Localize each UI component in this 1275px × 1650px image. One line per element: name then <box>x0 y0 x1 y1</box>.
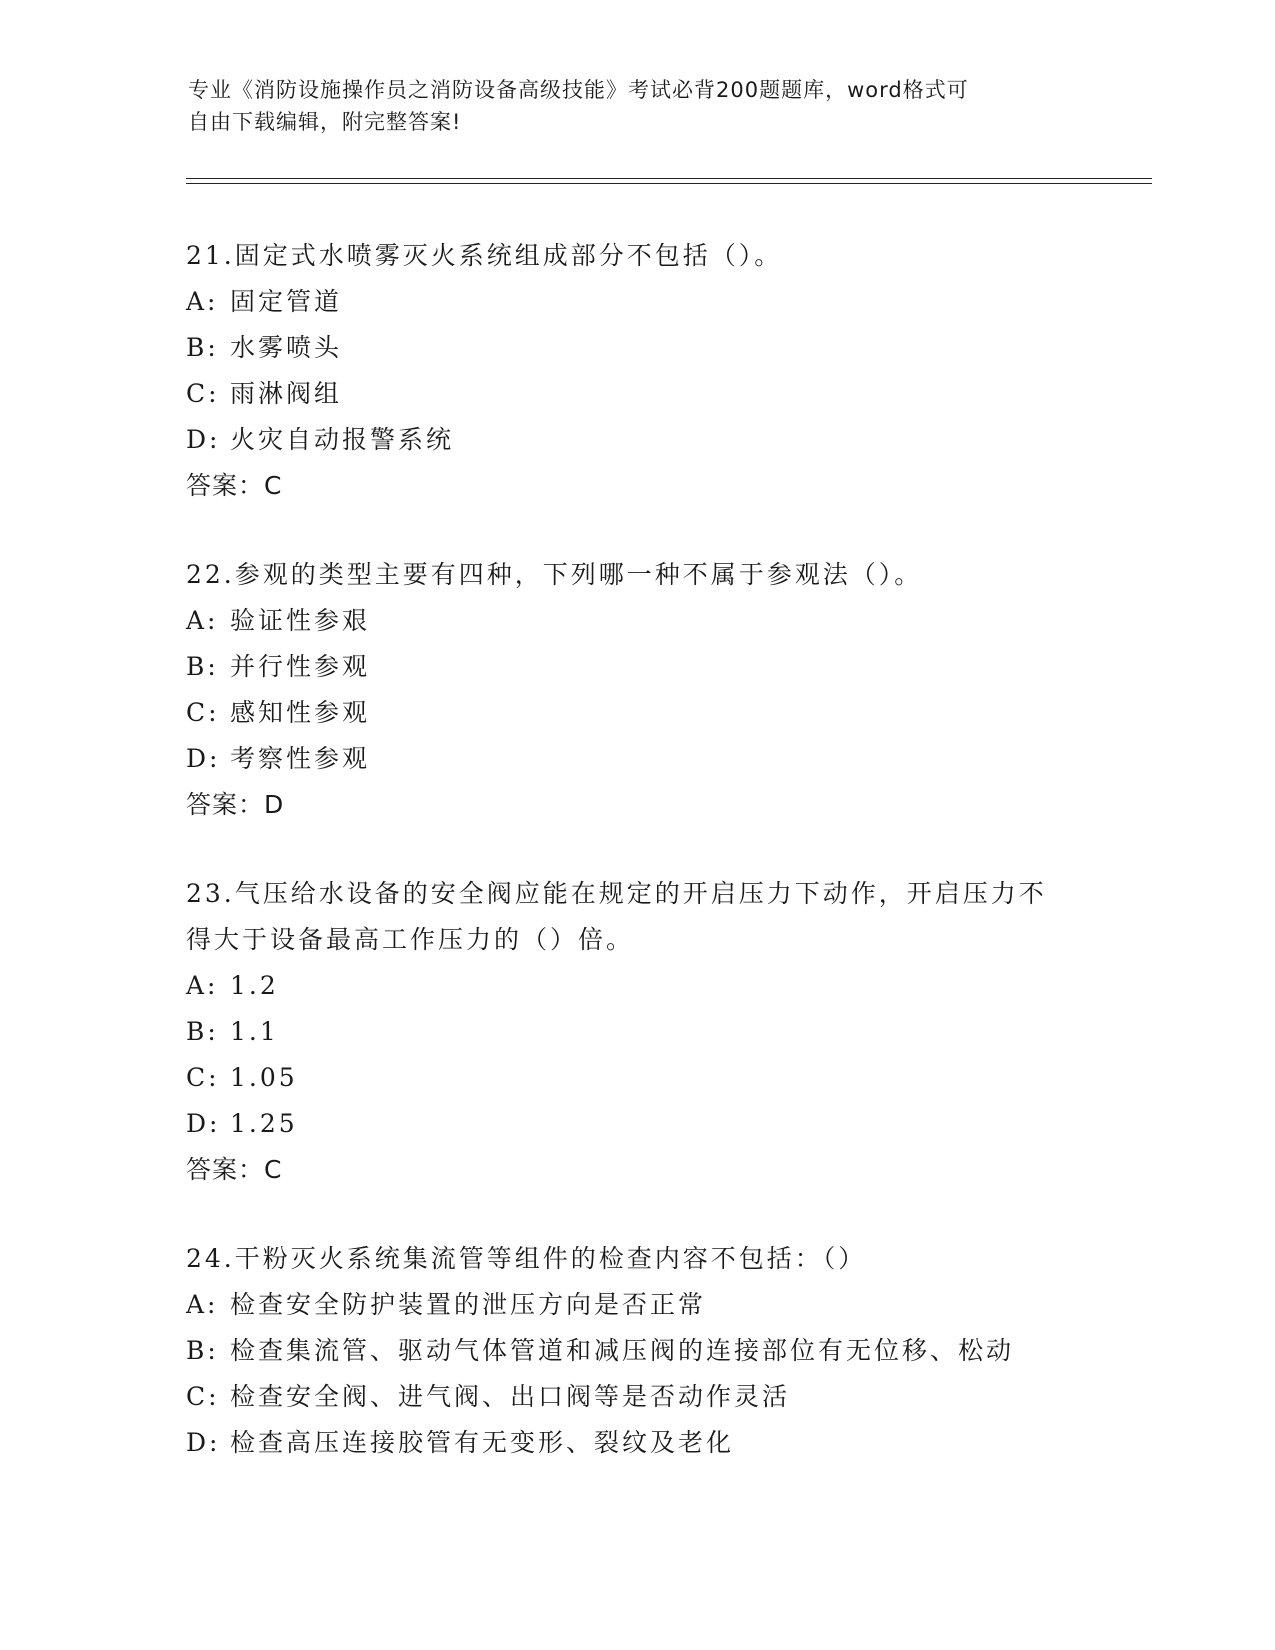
option-text: 1.2 <box>230 971 279 1000</box>
question-23 <box>186 871 1106 1193</box>
option-key: B: <box>186 652 219 681</box>
option-key: D: <box>186 1109 221 1138</box>
option-d <box>186 1420 1106 1466</box>
option-key: C: <box>186 379 220 408</box>
option-key: D: <box>186 1428 221 1457</box>
question-22 <box>186 552 1106 828</box>
answer-line: 答案：C <box>186 471 283 500</box>
option-text: 水雾喷头 <box>230 333 343 362</box>
option-c <box>186 1055 1106 1101</box>
option-key: D: <box>186 744 221 773</box>
option-text: 1.1 <box>230 1017 279 1046</box>
option-text: 并行性参观 <box>230 652 371 681</box>
option-key: B: <box>186 333 219 362</box>
header-line-1: 专业《消防设施操作员之消防设备高级技能》考试必背200题题库，word格式可 <box>188 78 969 102</box>
option-key: C: <box>186 1063 220 1092</box>
header-line-2: 自由下载编辑，附完整答案! <box>188 110 462 134</box>
option-key: B: <box>186 1336 219 1365</box>
option-key: A: <box>186 287 219 316</box>
option-key: C: <box>186 698 220 727</box>
option-b <box>186 1328 1106 1374</box>
option-c <box>186 690 1106 736</box>
answer-line: 答案：D <box>186 790 285 819</box>
option-a <box>186 598 1106 644</box>
answer-line: 答案：C <box>186 1155 283 1184</box>
option-text: 验证性参艰 <box>230 606 371 635</box>
header-divider-top <box>186 178 1152 179</box>
option-text: 感知性参观 <box>230 698 371 727</box>
option-d <box>186 417 1106 463</box>
option-a <box>186 963 1106 1009</box>
option-text: 检查高压连接胶管有无变形、裂纹及老化 <box>230 1428 735 1457</box>
option-key: C: <box>186 1382 220 1411</box>
option-text: 考察性参观 <box>230 744 371 773</box>
document-header <box>188 74 1088 138</box>
question-stem: 24.干粉灭火系统集流管等组件的检查内容不包括：（） <box>186 1244 867 1273</box>
option-key: D: <box>186 425 221 454</box>
option-text: 1.05 <box>230 1063 298 1092</box>
option-d <box>186 736 1106 782</box>
option-c <box>186 1374 1106 1420</box>
option-d <box>186 1101 1106 1147</box>
question-21 <box>186 233 1106 509</box>
option-a <box>186 279 1106 325</box>
option-a <box>186 1282 1106 1328</box>
option-text: 火灾自动报警系统 <box>230 425 455 454</box>
option-text: 检查集流管、驱动气体管道和减压阀的连接部位有无位移、松动 <box>230 1336 1015 1365</box>
option-b <box>186 644 1106 690</box>
question-stem: 21.固定式水喷雾灭火系统组成部分不包括（）。 <box>186 241 783 270</box>
option-text: 检查安全防护装置的泄压方向是否正常 <box>230 1290 707 1319</box>
header-divider-bottom <box>186 183 1152 184</box>
question-stem-line-2: 得大于设备最高工作压力的（）倍。 <box>186 925 635 954</box>
question-24 <box>186 1236 1106 1466</box>
option-key: A: <box>186 971 219 1000</box>
question-stem: 22.参观的类型主要有四种，下列哪一种不属于参观法（）。 <box>186 560 923 589</box>
option-b <box>186 1009 1106 1055</box>
question-stem-line-1: 23.气压给水设备的安全阀应能在规定的开启压力下动作，开启压力不 <box>186 879 1047 908</box>
option-key: A: <box>186 1290 219 1319</box>
option-text: 雨淋阀组 <box>230 379 343 408</box>
option-text: 固定管道 <box>230 287 343 316</box>
option-text: 1.25 <box>230 1109 298 1138</box>
option-text: 检查安全阀、进气阀、出口阀等是否动作灵活 <box>230 1382 791 1411</box>
option-key: B: <box>186 1017 219 1046</box>
option-b <box>186 325 1106 371</box>
option-c <box>186 371 1106 417</box>
option-key: A: <box>186 606 219 635</box>
